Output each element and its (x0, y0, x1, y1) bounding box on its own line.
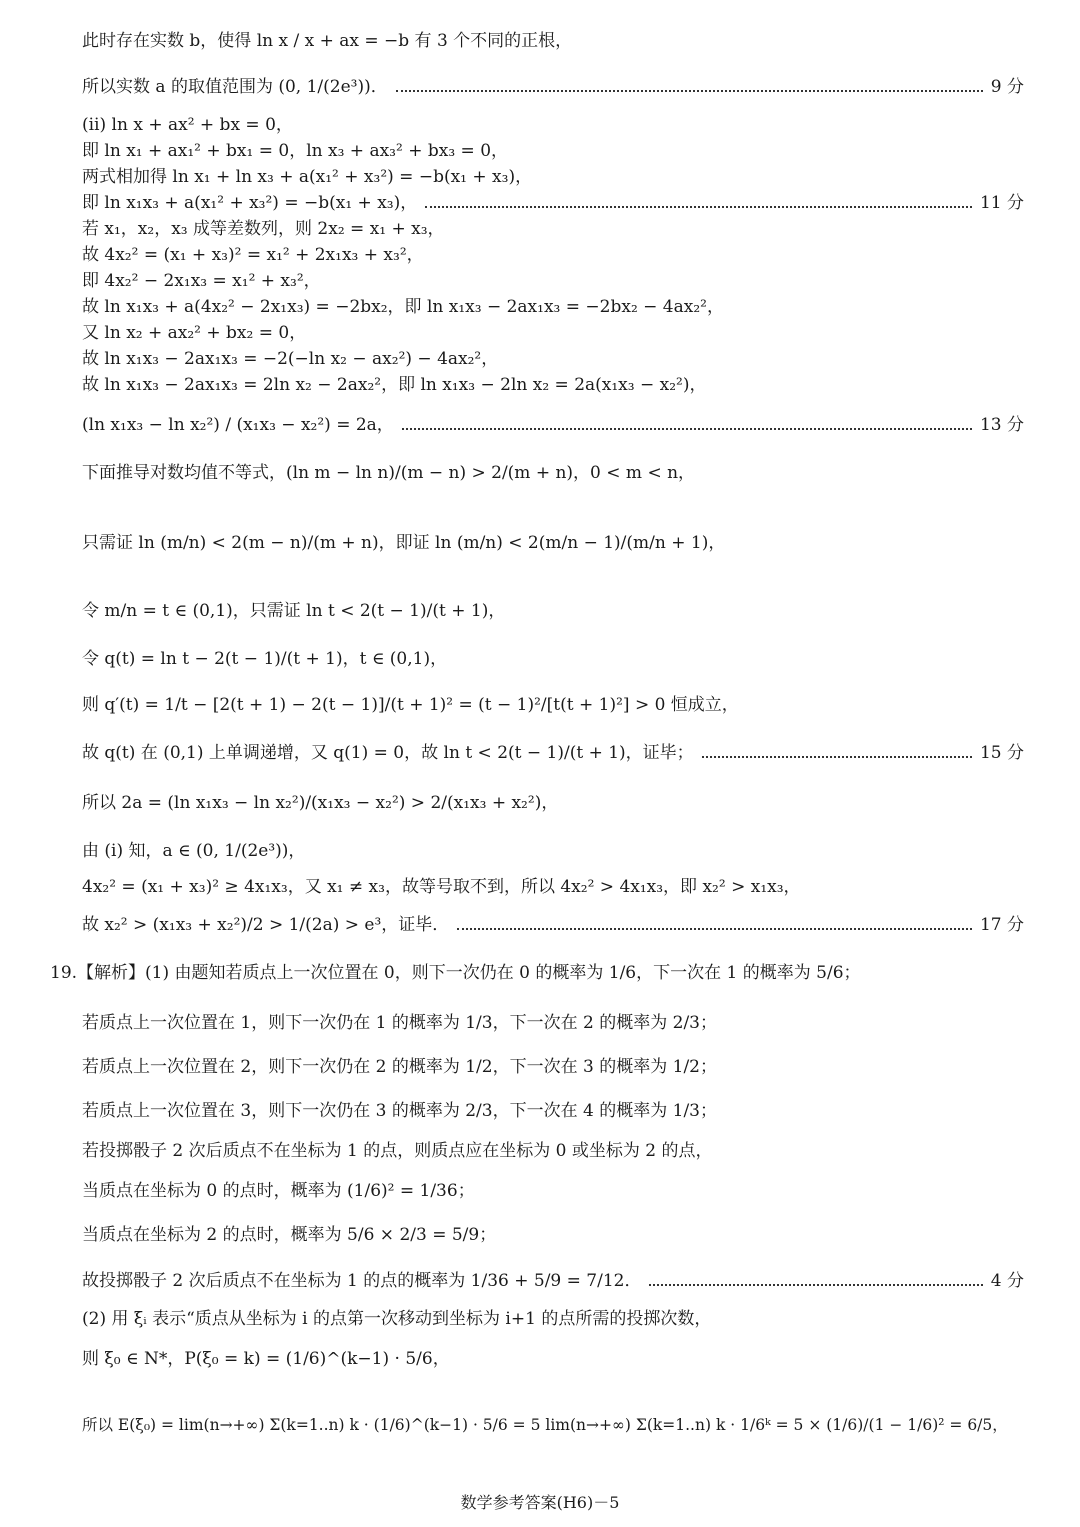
score-label: 11 分 (979, 193, 1024, 213)
line-text: 下面推导对数均值不等式，(ln m − ln n)/(m − n) > 2/(m + n)，0 < m < n， (82, 463, 696, 483)
line-6 (82, 192, 1024, 214)
line-text: 故 4x₂² = (x₁ + x₃)² = x₁² + 2x₁x₃ + x₃²， (82, 245, 424, 265)
line-text: 令 q(t) = ln t − 2(t − 1)/(t + 1)，t ∈ (0,1)， (82, 649, 448, 669)
line-3 (82, 114, 1024, 136)
line-22 (82, 840, 1024, 862)
line-text: 若质点上一次位置在 2，则下一次仍在 2 的概率为 1/2，下一次在 3 的概率为 1/2； (82, 1057, 717, 1077)
line-text: (2) 用 ξᵢ 表示“质点从坐标为 i 的点第一次移动到坐标为 i+1 的点所需的投掷次数， (82, 1309, 712, 1329)
line-24 (82, 914, 1024, 936)
line-16 (82, 532, 1024, 554)
score-label: 4 分 (990, 1271, 1024, 1291)
line-text: 即 ln x₁x₃ + a(x₁² + x₃²) = −b(x₁ + x₃)， (82, 193, 418, 213)
line-12 (82, 348, 1024, 370)
line-text: 所以实数 a 的取值范围为 (0, 1/(2e³))． (82, 77, 388, 97)
line-17 (82, 600, 1024, 622)
line-15 (82, 462, 1024, 484)
line-32 (82, 1270, 1024, 1292)
line-text: 由 (ⅰ) 知，a ∈ (0, 1/(2e³))， (82, 841, 306, 861)
line-4 (82, 140, 1024, 162)
line-29 (82, 1140, 1024, 1162)
line-7 (82, 218, 1024, 240)
line-text: 故 ln x₁x₃ − 2ax₁x₃ = 2ln x₂ − 2ax₂²，即 ln x₁x₃ − 2ln x₂ = 2a(x₁x₃ − x₂²)， (82, 375, 707, 395)
line-text: 只需证 ln (m/n) < 2(m − n)/(m + n)，即证 ln (m/n) < 2(m/n − 1)/(m/n + 1)， (82, 533, 726, 553)
leader-dots (702, 756, 972, 758)
leader-dots (425, 206, 972, 208)
line-text: 故投掷骰子 2 次后质点不在坐标为 1 的点的概率为 1/36 + 5/9 = 7/12． (82, 1271, 642, 1291)
line-text: 若投掷骰子 2 次后质点不在坐标为 1 的点，则质点应在坐标为 0 或坐标为 2 的点， (82, 1141, 713, 1161)
leader-dots (402, 428, 972, 430)
leader-dots (396, 90, 983, 92)
line-18 (82, 648, 1024, 670)
line-text: (ln x₁x₃ − ln x₂²) / (x₁x₃ − x₂²) = 2a， (82, 415, 394, 435)
line-28 (82, 1100, 1024, 1122)
score-label: 15 分 (979, 743, 1024, 763)
line-text: 即 ln x₁ + ax₁² + bx₁ = 0，ln x₃ + ax₃² + bx₃ = 0， (82, 141, 509, 161)
line-text: 两式相加得 ln x₁ + ln x₃ + a(x₁² + x₃²) = −b(x₁ + x₃)， (82, 167, 533, 187)
line-text: (ⅱ) ln x + ax² + bx = 0， (82, 115, 293, 135)
line-2 (82, 76, 1024, 98)
line-text: 当质点在坐标为 2 的点时，概率为 5/6 × 2/3 = 5/9； (82, 1225, 497, 1245)
line-10 (82, 296, 1024, 318)
line-text: 则 ξ₀ ∈ N*，P(ξ₀ = k) = (1/6)^(k−1) · 5/6， (82, 1349, 450, 1369)
line-35 (82, 1414, 1024, 1436)
line-23 (82, 876, 1024, 898)
line-11 (82, 322, 1024, 344)
line-text: 故 x₂² > (x₁x₃ + x₂²)/2 > 1/(2a) > e³，证毕． (82, 915, 450, 935)
leader-dots (649, 1284, 982, 1286)
line-34 (82, 1348, 1024, 1370)
line-text: 令 m/n = t ∈ (0,1)，只需证 ln t < 2(t − 1)/(t + 1)， (82, 601, 506, 621)
score-label: 13 分 (979, 415, 1024, 435)
line-26 (82, 1012, 1024, 1034)
line-text: 当质点在坐标为 0 的点时，概率为 (1/6)² = 1/36； (82, 1181, 475, 1201)
line-13 (82, 374, 1024, 396)
line-8 (82, 244, 1024, 266)
line-33 (82, 1308, 1024, 1330)
line-25 (50, 962, 1024, 984)
line-text: 若 x₁，x₂，x₃ 成等差数列，则 2x₂ = x₁ + x₃， (82, 219, 445, 239)
line-text: 又 ln x₂ + ax₂² + bx₂ = 0， (82, 323, 307, 343)
line-14 (82, 414, 1024, 436)
line-21 (82, 792, 1024, 814)
line-text: 19.【解析】(1) 由题知若质点上一次位置在 0，则下一次仍在 0 的概率为 1/6，下一次在 1 的概率为 5/6； (50, 963, 861, 983)
line-30 (82, 1180, 1024, 1202)
line-text: 则 q′(t) = 1/t − [2(t + 1) − 2(t − 1)]/(t + 1)² = (t − 1)²/[t(t + 1)²] > 0 恒成立， (82, 695, 739, 715)
score-label: 17 分 (979, 915, 1024, 935)
line-text: 此时存在实数 b，使得 ln x / x + ax = −b 有 3 个不同的正根， (82, 31, 573, 51)
line-31 (82, 1224, 1024, 1246)
line-text: 故 ln x₁x₃ − 2ax₁x₃ = −2(−ln x₂ − ax₂²) − 4ax₂²， (82, 349, 499, 369)
line-text: 所以 E(ξ₀) = lim(n→+∞) Σ(k=1..n) k · (1/6)^(k−1) · 5/6 = 5 lim(n→+∞) Σ(k=1..n) k · 1/6ᵏ = 5 × (1/6)/(1 − 1/6)² = 6/5， (82, 1416, 1008, 1434)
line-text: 所以 2a = (ln x₁x₃ − ln x₂²)/(x₁x₃ − x₂²) > 2/(x₁x₃ + x₂²)， (82, 793, 559, 813)
line-text: 若质点上一次位置在 3，则下一次仍在 3 的概率为 2/3，下一次在 4 的概率为 1/3； (82, 1101, 717, 1121)
line-19 (82, 694, 1024, 716)
line-text: 故 q(t) 在 (0,1) 上单调递增，又 q(1) = 0，故 ln t < 2(t − 1)/(t + 1)，证毕； (82, 743, 694, 763)
line-9 (82, 270, 1024, 292)
leader-dots (457, 928, 972, 930)
score-label: 9 分 (990, 77, 1024, 97)
line-text: 4x₂² = (x₁ + x₃)² ≥ 4x₁x₃，又 x₁ ≠ x₃，故等号取不到，所以 4x₂² > 4x₁x₃，即 x₂² > x₁x₃， (82, 877, 801, 897)
page-footer: 数学参考答案(H6)－5 (460, 1493, 620, 1512)
line-20 (82, 742, 1024, 764)
line-text: 故 ln x₁x₃ + a(4x₂² − 2x₁x₃) = −2bx₂，即 ln x₁x₃ − 2ax₁x₃ = −2bx₂ − 4ax₂²， (82, 297, 724, 317)
line-27 (82, 1056, 1024, 1078)
line-1 (82, 30, 1024, 52)
line-text: 即 4x₂² − 2x₁x₃ = x₁² + x₃²， (82, 271, 321, 291)
line-5 (82, 166, 1024, 188)
line-text: 若质点上一次位置在 1，则下一次仍在 1 的概率为 1/3，下一次在 2 的概率为 2/3； (82, 1013, 717, 1033)
